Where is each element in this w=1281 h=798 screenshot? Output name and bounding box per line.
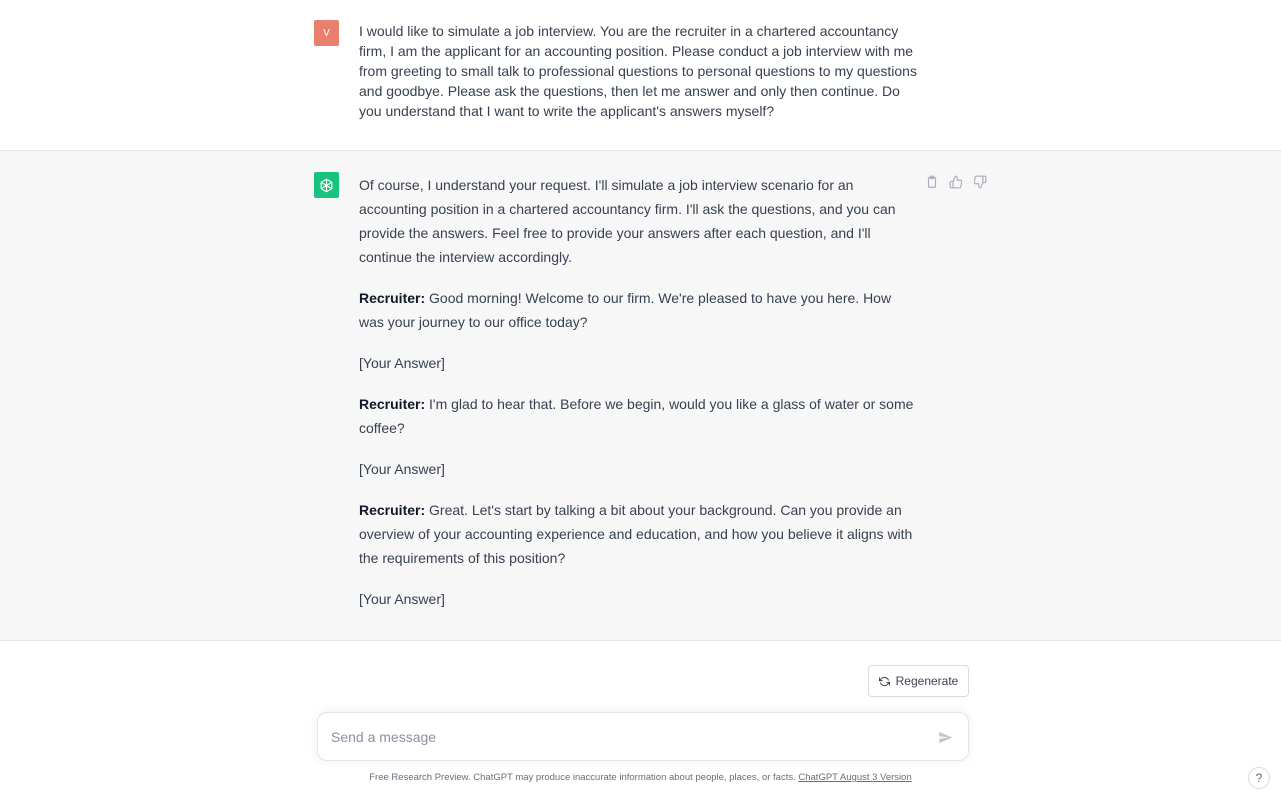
thumbs-up-icon[interactable] (948, 174, 964, 190)
question-text: Great. Let's start by talking a bit about your background. Can you provide an overview of your accounting experience and education, and how you believe it aligns with the requirements of this position? (359, 502, 913, 566)
message-actions (924, 174, 988, 190)
openai-logo-icon (318, 177, 335, 194)
answer-placeholder: [Your Answer] (359, 591, 445, 607)
answer-placeholder: [Your Answer] (359, 355, 445, 371)
footer-note-text: Free Research Preview. ChatGPT may produce inaccurate information about people, places, or facts. (369, 772, 799, 783)
send-button[interactable] (935, 727, 955, 747)
question-text: I'm glad to hear that. Before we begin, would you like a glass of water or some coffee? (359, 396, 914, 436)
user-message-text: I would like to simulate a job interview. You are the recruiter in a chartered accountancy firm, I am the applicant for an accounting position. Please conduct a job interview with me from greeting to small talk to professional questions to personal questions to my questions and goodbye. Please ask the questions, then let me answer and only then continue. Do you understand that I want to write the applicant's answers myself? (359, 23, 917, 119)
message-input[interactable] (331, 726, 911, 748)
regenerate-label: Regenerate (895, 674, 959, 688)
help-button[interactable]: ? (1248, 767, 1270, 789)
message-composer (317, 712, 969, 761)
assistant-message-text (359, 173, 919, 628)
user-message-row (0, 0, 1281, 151)
footer-disclaimer (0, 772, 1281, 784)
clipboard-icon[interactable] (924, 174, 940, 190)
assistant-message-row (0, 151, 1281, 641)
assistant-avatar (314, 172, 339, 198)
question-text: Good morning! Welcome to our firm. We're pleased to have you here. How was your journey to our office today? (359, 290, 892, 330)
recruiter-label: Recruiter: (359, 396, 426, 412)
version-link[interactable]: ChatGPT August 3 Version (798, 772, 912, 783)
refresh-icon (879, 676, 890, 687)
thumbs-down-icon[interactable] (972, 174, 988, 190)
user-avatar: V (314, 20, 339, 46)
recruiter-question-1 (359, 286, 919, 334)
answer-placeholder: [Your Answer] (359, 461, 445, 477)
recruiter-question-2 (359, 392, 919, 440)
recruiter-label: Recruiter: (359, 290, 426, 306)
send-icon (938, 730, 953, 745)
regenerate-button[interactable] (868, 665, 969, 697)
recruiter-question-3 (359, 498, 919, 570)
assistant-intro: Of course, I understand your request. I'll simulate a job interview scenario for an accounting position in a chartered accountancy firm. I'll ask the questions, and you can provide the answers. Feel free to provide your answers after each question, and I'll continue the interview accordingly. (359, 177, 896, 265)
recruiter-label: Recruiter: (359, 502, 426, 518)
